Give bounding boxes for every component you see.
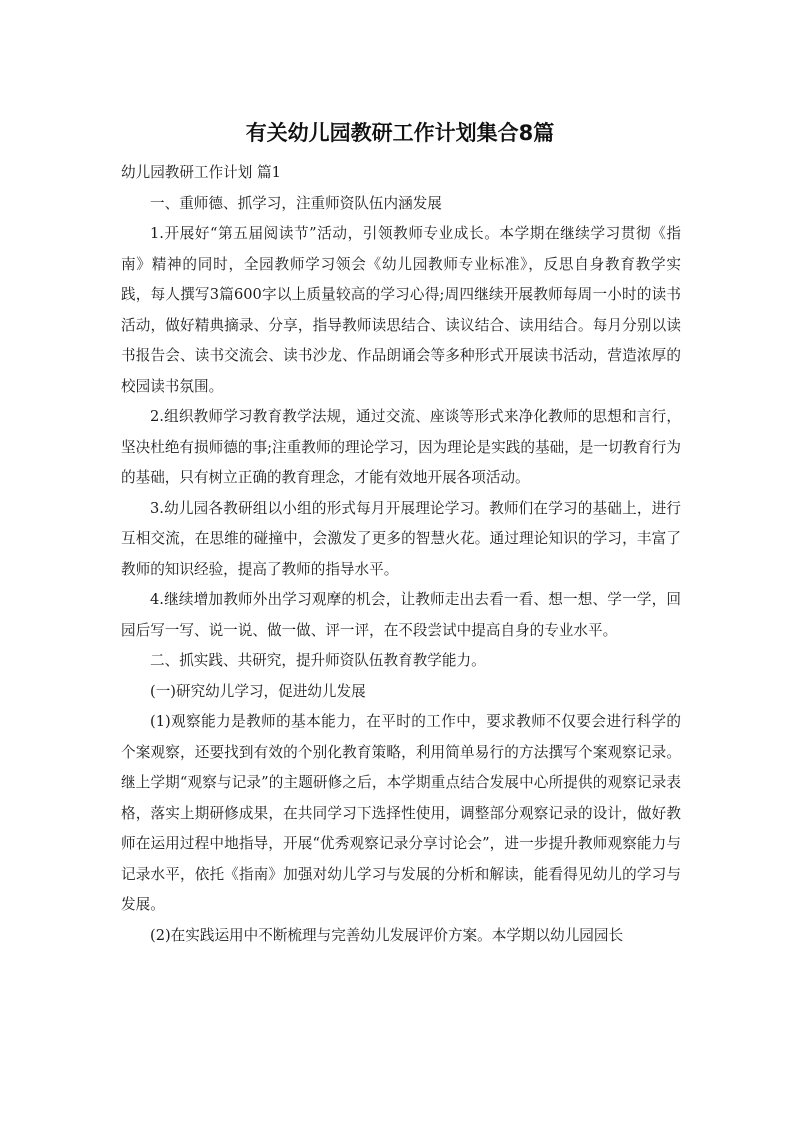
- document-title: 有关幼儿园教研工作计划集合8篇: [245, 121, 555, 145]
- heading-2: 二、抓实践、共研究，提升师资队伍教育教学能力。: [150, 652, 486, 669]
- paragraph-1: 1.开展好“第五届阅读节”活动，引领教师专业成长。本学期在继续学习贯彻《指南》精神的同时，全园教师学习领会《幼儿园教师专业标准》，反思自身教育教学实践，每人撰写3篇600字以上质量较高的学习心得;周四继续开展教师每周一小时的读书活动，做好精典摘录、分享，指导教师读思结合、读议结合、读用结合。每月分别以读书报告会、读书交流会、读书沙龙、作品朗诵会等多种形式开展读书活动，营造浓厚的校园读书氛围。: [121, 225, 681, 395]
- document-body: [121, 158, 681, 951]
- paragraph-3: 3.幼儿园各教研组以小组的形式每月开展理论学习。教师们在学习的基础上，进行互相交流，在思维的碰撞中，会激发了更多的智慧火花。通过理论知识的学习，丰富了教师的知识经验，提高了教师的指导水平。: [121, 499, 681, 578]
- paragraph-5: (1)观察能力是教师的基本能力，在平时的工作中，要求教师不仅要会进行科学的个案观察，还要找到有效的个别化教育策略，利用简单易行的方法撰写个案观察记录。继上学期“观察与记录”的主题研修之后，本学期重点结合发展中心所提供的观察记录表格，落实上期研修成果，在共同学习下选择性使用，调整部分观察记录的设计，做好教师在运用过程中地指导，开展“优秀观察记录分享讨论会”，进一步提升教师观察能力与记录水平，依托《指南》加强对幼儿学习与发展的分析和解读，能看得见幼儿的学习与发展。: [121, 713, 681, 913]
- section-label: 幼儿园教研工作计划 篇1: [121, 164, 281, 181]
- paragraph-4: 4.继续增加教师外出学习观摩的机会，让教师走出去看一看、想一想、学一学，回园后写一写、说一说、做一做、评一评，在不段尝试中提高自身的专业水平。: [121, 591, 681, 639]
- subheading-1: (一)研究幼儿学习，促进幼儿发展: [150, 682, 366, 700]
- paragraph-2: 2.组织教师学习教育教学法规，通过交流、座谈等形式来净化教师的思想和言行，坚决杜绝有损师德的事;注重教师的理论学习，因为理论是实践的基础，是一切教育行为的基础，只有树立正确的教育理念，才能有效地开展各项活动。: [121, 408, 681, 486]
- paragraph-6: (2)在实践运用中不断梳理与完善幼儿发展评价方案。本学期以幼儿园园长: [150, 926, 624, 944]
- heading-1: 一、重师德、抓学习，注重师资队伍内涵发展: [150, 194, 442, 212]
